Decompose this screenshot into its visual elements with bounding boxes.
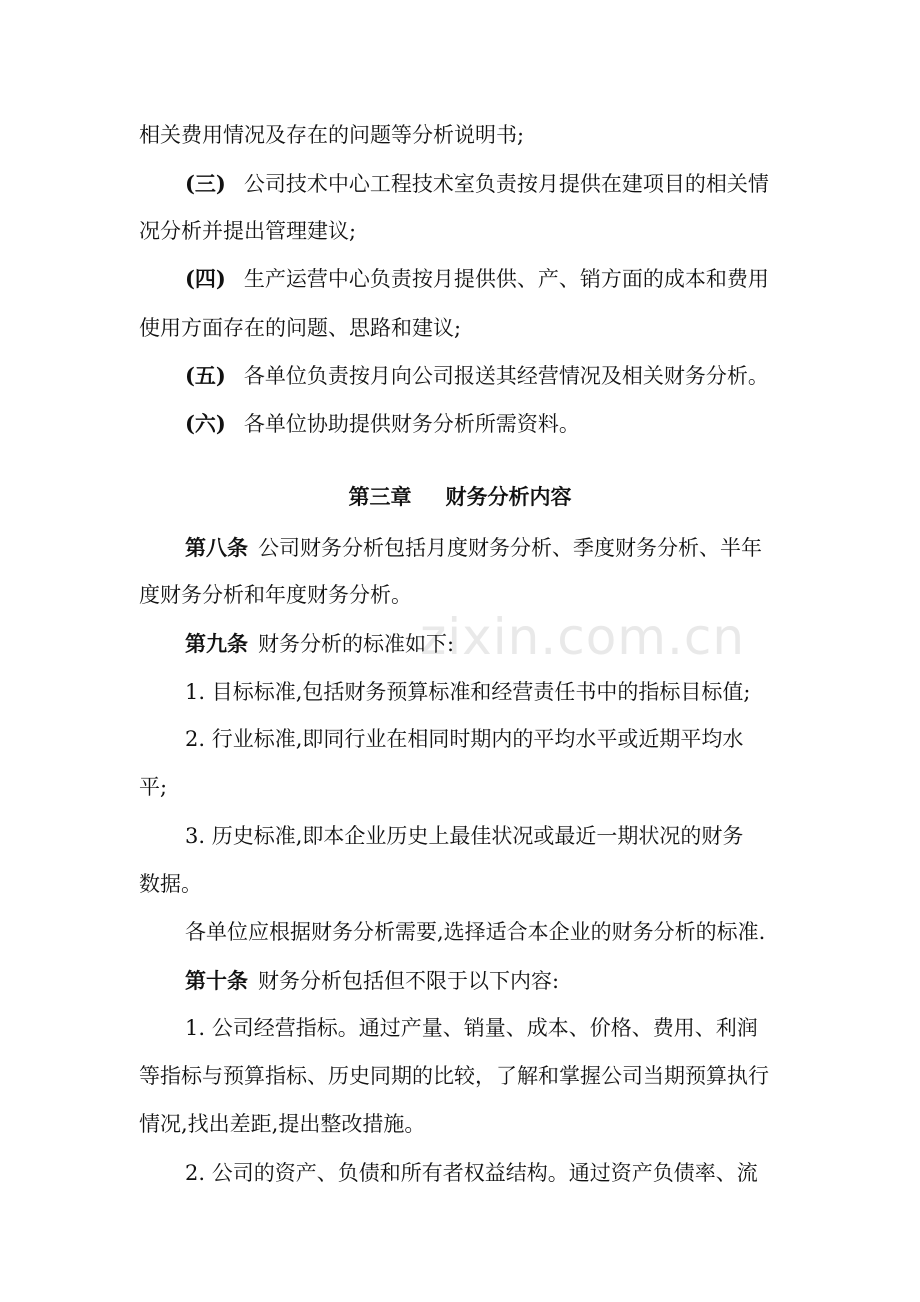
list-item-3 bbox=[0, 169, 920, 199]
chapter-number: 第三章 bbox=[348, 484, 412, 509]
list-item-6 bbox=[0, 409, 920, 439]
line-text: 1. 公司经营指标。通过产量、销量、成本、价格、费用、利润 bbox=[185, 1016, 758, 1040]
line-text: 相关费用情况及存在的问题等分析说明书; bbox=[139, 123, 525, 147]
list-item-standard-2 bbox=[0, 724, 920, 754]
paragraph-line bbox=[0, 1061, 920, 1091]
article-label: 第九条 bbox=[185, 631, 248, 656]
line-text: 2. 行业标准,即同行业在相同时期内的平均水平或近期平均水 bbox=[185, 727, 744, 751]
line-text: 度财务分析和年度财务分析。 bbox=[139, 583, 412, 607]
paragraph-line bbox=[0, 917, 920, 947]
line-text: 2. 公司的资产、负债和所有者权益结构。通过资产负债率、流 bbox=[185, 1161, 758, 1185]
article-label: 第八条 bbox=[185, 535, 248, 560]
chapter-heading bbox=[0, 482, 920, 512]
article-text: 财务分析的标准如下: bbox=[258, 632, 455, 656]
list-item-4 bbox=[0, 264, 920, 294]
article-label: 第十条 bbox=[185, 968, 248, 993]
chapter-name: 财务分析内容 bbox=[445, 484, 572, 509]
paragraph-line bbox=[0, 1109, 920, 1139]
line-text: 情况,找出差距,提出整改措施。 bbox=[139, 1112, 426, 1136]
item-number: (六) bbox=[185, 411, 226, 436]
line-text: 使用方面存在的问题、思路和建议; bbox=[139, 316, 462, 340]
line-text: 3. 历史标准,即本企业历史上最佳状况或最近一期状况的财务 bbox=[185, 824, 744, 848]
line-text: 数据。 bbox=[139, 872, 202, 896]
article-8 bbox=[0, 533, 920, 563]
item-text: 各单位协助提供财务分析所需资料。 bbox=[243, 412, 580, 436]
paragraph-line bbox=[0, 313, 920, 343]
item-text: 公司技术中心工程技术室负责按月提供在建项目的相关情 bbox=[243, 172, 769, 196]
article-10 bbox=[0, 966, 920, 996]
line-text: 况分析并提出管理建议; bbox=[139, 219, 357, 243]
list-item-standard-3 bbox=[0, 821, 920, 851]
line-text: 1. 目标标准,包括财务预算标准和经营责任书中的指标目标值; bbox=[185, 680, 751, 704]
paragraph-line bbox=[0, 772, 920, 802]
article-9 bbox=[0, 629, 920, 659]
item-text: 各单位负责按月向公司报送其经营情况及相关财务分析。 bbox=[243, 364, 769, 388]
line-text: 等指标与预算指标、历史同期的比较，了解和掌握公司当期预算执行 bbox=[139, 1064, 769, 1088]
item-number: (五) bbox=[185, 363, 226, 388]
item-number: (三) bbox=[185, 171, 226, 196]
list-item-5 bbox=[0, 361, 920, 391]
watermark: zixin.com.cn bbox=[420, 608, 746, 666]
line-text: 平; bbox=[139, 775, 168, 799]
paragraph-line bbox=[0, 120, 920, 150]
article-text: 财务分析包括但不限于以下内容: bbox=[258, 969, 560, 993]
line-text: 各单位应根据财务分析需要,选择适合本企业的财务分析的标准. bbox=[185, 920, 766, 944]
paragraph-line bbox=[0, 580, 920, 610]
list-item-content-2 bbox=[0, 1158, 920, 1188]
item-number: (四) bbox=[185, 266, 226, 291]
paragraph-line bbox=[0, 869, 920, 899]
item-text: 生产运营中心负责按月提供供、产、销方面的成本和费用 bbox=[243, 267, 769, 291]
list-item-content-1 bbox=[0, 1013, 920, 1043]
list-item-standard-1 bbox=[0, 677, 920, 707]
article-text: 公司财务分析包括月度财务分析、季度财务分析、半年 bbox=[258, 536, 762, 560]
paragraph-line bbox=[0, 216, 920, 246]
